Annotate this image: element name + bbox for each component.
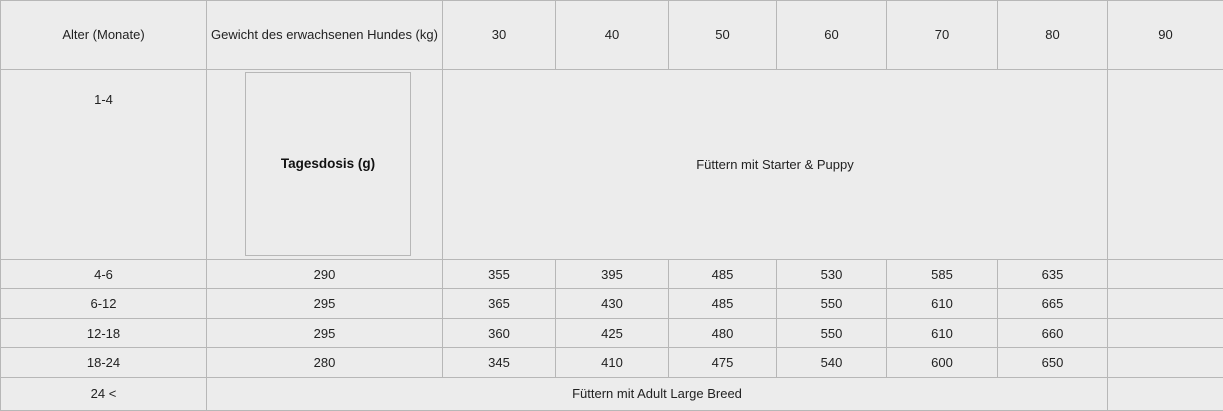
cell-4-6-70: 585	[887, 260, 998, 289]
table-header-row	[1, 1, 1223, 70]
cell-18-24-40: 410	[556, 348, 669, 377]
header-weight-70: 70	[887, 1, 998, 70]
row-note-starter-puppy: Füttern mit Starter & Puppy	[443, 69, 1108, 259]
cell-18-24-50: 475	[669, 348, 777, 377]
cell-12-18-60: 550	[777, 318, 887, 347]
row-age-18-24: 18-24	[1, 348, 207, 377]
row-age-6-12: 6-12	[1, 289, 207, 318]
cell-12-18-80: 660	[998, 318, 1108, 347]
header-weight-40: 40	[556, 1, 669, 70]
row-blank-90-5	[1108, 348, 1223, 377]
table-row	[1, 348, 1223, 377]
header-weight-30: 30	[443, 1, 556, 70]
row-note-adult-large-breed: Füttern mit Adult Large Breed	[207, 377, 1108, 410]
table-row	[1, 69, 1223, 259]
cell-4-6-30: 355	[443, 260, 556, 289]
row-age-12-18: 12-18	[1, 318, 207, 347]
row-age-1-4: 1-4	[1, 69, 207, 259]
cell-18-24-60: 540	[777, 348, 887, 377]
table-row	[1, 260, 1223, 289]
header-age: Alter (Monate)	[1, 1, 207, 70]
cell-6-12-30: 365	[443, 289, 556, 318]
header-weight: Gewicht des erwachsenen Hundes (kg)	[207, 1, 443, 70]
header-weight-60: 60	[777, 1, 887, 70]
row-blank-90-1	[1108, 69, 1223, 259]
row-blank-90-4	[1108, 318, 1223, 347]
cell-12-18-50: 480	[669, 318, 777, 347]
table-row	[1, 318, 1223, 347]
row-base-4-6: 290	[207, 260, 443, 289]
cell-6-12-50: 485	[669, 289, 777, 318]
cell-6-12-60: 550	[777, 289, 887, 318]
daily-dose-label: Tagesdosis (g)	[245, 72, 411, 256]
header-weight-80: 80	[998, 1, 1108, 70]
cell-4-6-40: 395	[556, 260, 669, 289]
cell-12-18-30: 360	[443, 318, 556, 347]
row-blank-90-6	[1108, 377, 1223, 410]
cell-18-24-30: 345	[443, 348, 556, 377]
cell-18-24-80: 650	[998, 348, 1108, 377]
cell-12-18-40: 425	[556, 318, 669, 347]
header-weight-90: 90	[1108, 1, 1223, 70]
header-weight-50: 50	[669, 1, 777, 70]
row-base-18-24: 280	[207, 348, 443, 377]
cell-4-6-60: 530	[777, 260, 887, 289]
row-blank-90-3	[1108, 289, 1223, 318]
row-blank-90-2	[1108, 260, 1223, 289]
cell-6-12-40: 430	[556, 289, 669, 318]
cell-18-24-70: 600	[887, 348, 998, 377]
daily-dose-cell	[207, 69, 443, 259]
cell-6-12-70: 610	[887, 289, 998, 318]
row-base-12-18: 295	[207, 318, 443, 347]
row-age-24-plus: 24 <	[1, 377, 207, 410]
daily-dose-wrap	[207, 70, 442, 259]
table-row	[1, 289, 1223, 318]
row-base-6-12: 295	[207, 289, 443, 318]
row-age-4-6: 4-6	[1, 260, 207, 289]
cell-6-12-80: 665	[998, 289, 1108, 318]
table-row	[1, 377, 1223, 410]
cell-12-18-70: 610	[887, 318, 998, 347]
cell-4-6-50: 485	[669, 260, 777, 289]
cell-4-6-80: 635	[998, 260, 1108, 289]
